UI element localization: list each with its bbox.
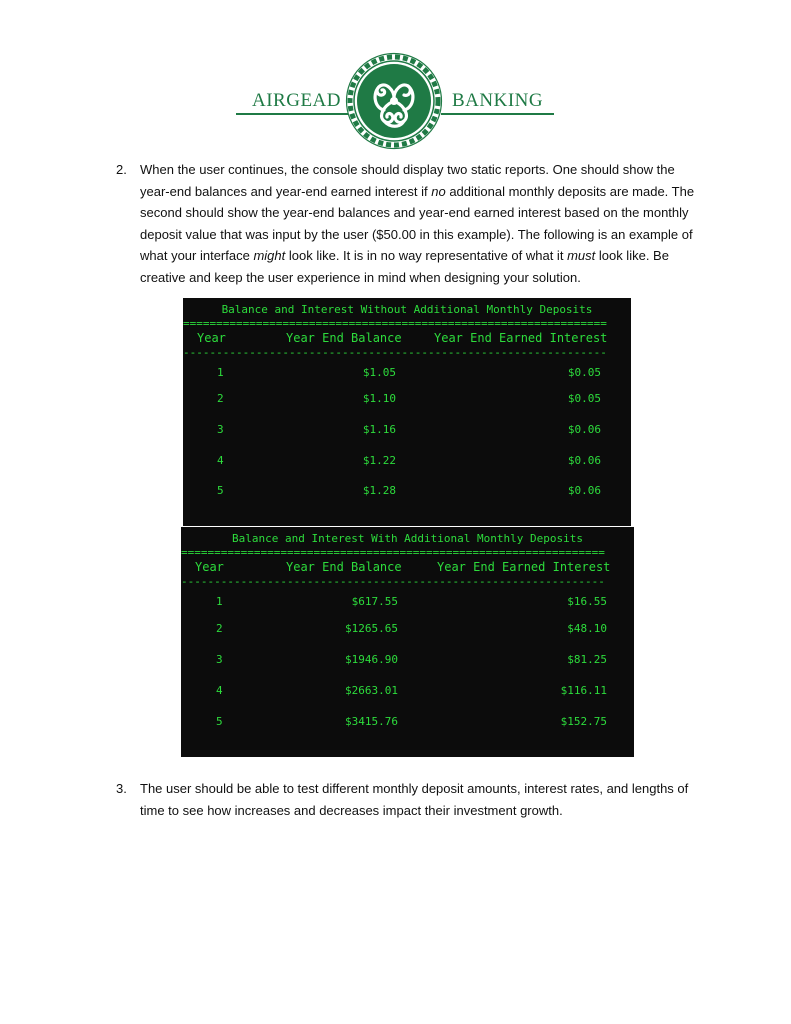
table-row (183, 392, 631, 408)
cell-balance: $1.10 (362, 392, 396, 405)
item-number: 2. (116, 162, 127, 177)
cell-balance: $1.22 (362, 454, 396, 467)
table-row (183, 423, 631, 439)
cell-year: 4 (216, 684, 223, 697)
cell-year: 1 (217, 366, 224, 379)
cell-interest: $0.05 (567, 392, 601, 405)
col-interest-header: Year End Earned Interest (434, 331, 608, 345)
table-row (183, 484, 631, 500)
report-title: Balance and Interest Without Additional Monthly Deposits (221, 303, 593, 316)
table-row (181, 715, 634, 731)
requirement-item-3 (116, 778, 706, 821)
cell-year: 5 (216, 715, 223, 728)
cell-interest: $81.25 (567, 653, 607, 666)
table-row (183, 366, 631, 382)
cell-year: 2 (217, 392, 224, 405)
cell-balance: $1.16 (362, 423, 396, 436)
cell-interest: $0.06 (567, 454, 601, 467)
item-text: When the user continues, the console should display two static reports. One should show the year-end balances and year-end earned interest if no additional monthly deposits are made. The second should show the year-end balances and year-end earned interest based on the monthly deposit value that was input by the user ($50.00 in this example). The following is an example of what your interface might look like. It is in no way representative of what it must look like. Be creative and keep the user experience in mind when designing your solution. (140, 162, 695, 285)
table-row (183, 454, 631, 470)
cell-interest: $0.05 (567, 366, 601, 379)
cell-balance: $1.28 (362, 484, 396, 497)
cell-year: 5 (217, 484, 224, 497)
col-year-header: Year (195, 560, 224, 574)
cell-year: 1 (216, 595, 223, 608)
cell-balance: $2663.01 (345, 684, 398, 697)
report-without-deposits (183, 298, 631, 526)
double-divider: ================================================================ (183, 317, 607, 330)
cell-interest: $48.10 (567, 622, 607, 635)
item-text: The user should be able to test different monthly deposit amounts, interest rates, and lengths of time to see how increases and decreases impact their investment growth. (140, 781, 689, 818)
cell-year: 2 (216, 622, 223, 635)
cell-balance: $1265.65 (345, 622, 398, 635)
cell-balance: $617.55 (351, 595, 398, 608)
cell-balance: $3415.76 (345, 715, 398, 728)
brand-rule-right (441, 113, 554, 115)
cell-balance: $1946.90 (345, 653, 398, 666)
cell-interest: $16.55 (567, 595, 607, 608)
brand-left-word: AIRGEAD (252, 90, 341, 111)
col-interest-header: Year End Earned Interest (437, 560, 611, 574)
brand-right-word: BANKING (452, 90, 544, 111)
cell-interest: $0.06 (567, 484, 601, 497)
double-divider: ================================================================ (181, 546, 605, 559)
item-number: 3. (116, 781, 127, 796)
cell-interest: $152.75 (560, 715, 607, 728)
table-row (181, 653, 634, 669)
table-row (181, 684, 634, 700)
report-with-deposits (181, 527, 634, 757)
table-row (181, 595, 634, 611)
col-balance-header: Year End Balance (286, 560, 402, 574)
col-balance-header: Year End Balance (286, 331, 402, 345)
airgead-banking-logo (236, 52, 554, 150)
cell-year: 4 (217, 454, 224, 467)
cell-balance: $1.05 (362, 366, 396, 379)
cell-interest: $116.11 (560, 684, 607, 697)
cell-interest: $0.06 (567, 423, 601, 436)
dashed-divider: ---------------------------------------------------------------- (183, 346, 607, 359)
requirement-item-2 (116, 159, 706, 288)
cell-year: 3 (217, 423, 224, 436)
report-title: Balance and Interest With Additional Monthly Deposits (232, 532, 583, 545)
col-year-header: Year (197, 331, 226, 345)
triskele-emblem-icon (344, 52, 444, 150)
table-row (181, 622, 634, 638)
brand-rule-left (236, 113, 348, 115)
cell-year: 3 (216, 653, 223, 666)
dashed-divider: ---------------------------------------------------------------- (181, 575, 605, 588)
